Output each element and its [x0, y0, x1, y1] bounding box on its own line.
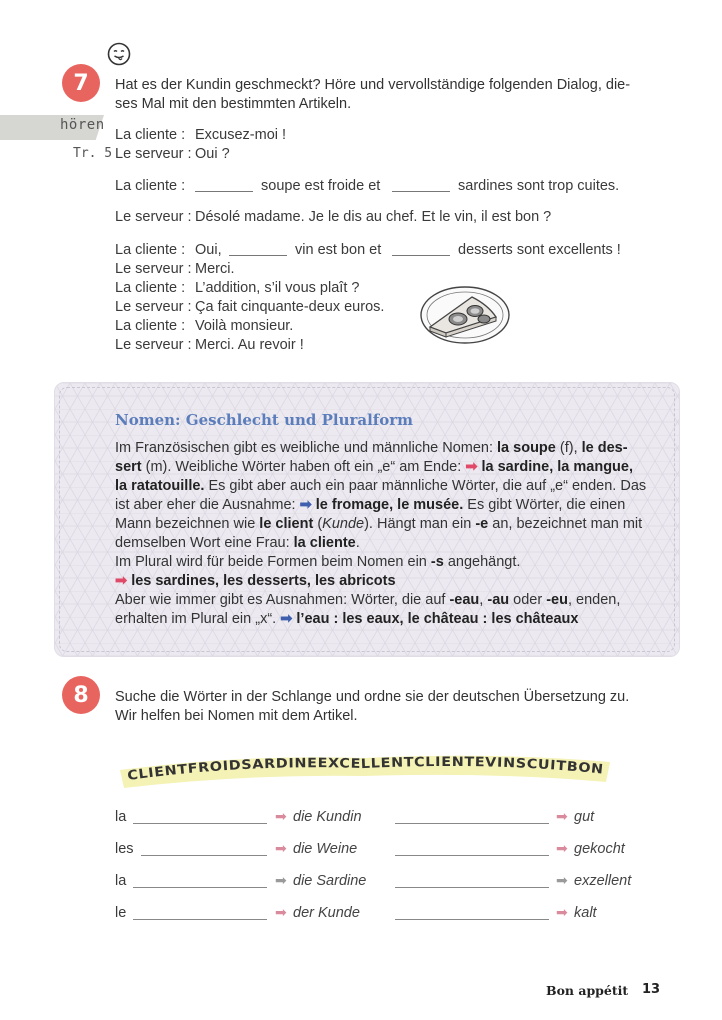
info-text: Im Französischen gibt es weibliche und männliche Nomen: [115, 440, 498, 456]
answer-blank[interactable] [229, 255, 287, 256]
info-text: , [479, 592, 488, 608]
info-text: Es gibt Wörter, die einen [463, 497, 626, 513]
exercise-8-instruction-line-2: Wir helfen bei Nomen mit dem Artikel. [115, 708, 358, 724]
dialog-text: Voilà monsieur. [195, 318, 294, 334]
info-bold-text: le fromage, le musée. [315, 497, 464, 513]
info-italic-text: Kunde [322, 516, 365, 532]
info-text: Es gibt aber auch ein paar männliche Wörter, die auf „e“ enden. Das [204, 478, 647, 494]
info-text: angehängt. [443, 554, 521, 570]
blue-arrow-icon: ➡ [299, 497, 312, 513]
pink-arrow-icon: ➡ [115, 573, 128, 589]
arrow-icon: ➡ [556, 872, 568, 888]
info-text: oder [509, 592, 547, 608]
dialog-text: desserts sont excellents ! [458, 242, 621, 258]
dialog-speaker: Le serveur : [115, 209, 192, 225]
arrow-icon: ➡ [275, 808, 287, 824]
info-line [115, 516, 642, 532]
footer-chapter-title: Bon appétit [546, 983, 629, 998]
info-bold-text: la cliente [293, 535, 356, 551]
row-article: les [115, 841, 134, 857]
answer-blank[interactable] [392, 191, 450, 192]
dialog-text: Excusez-moi ! [195, 127, 287, 143]
arrow-icon: ➡ [275, 840, 287, 856]
hoeren-label: hören [60, 117, 105, 133]
info-text: Im Plural wird für beide Formen beim Nomen ein [115, 554, 431, 570]
arrow-icon: ➡ [275, 904, 287, 920]
exercise-8-number: 8 [62, 676, 100, 714]
dialog-speaker: Le serveur : [115, 261, 192, 277]
dialog-text: Oui, [195, 242, 222, 258]
dialog-text: Merci. Au revoir ! [195, 337, 304, 353]
snake-letters-path: CLIENTFROIDSARDINEEXCELLENTCLIENTEVINSCUITBON [126, 754, 604, 784]
answer-line[interactable] [133, 823, 267, 824]
arrow-icon: ➡ [556, 808, 568, 824]
word-snake [114, 752, 614, 788]
info-line [115, 535, 360, 551]
info-line [115, 497, 625, 513]
answer-blank[interactable] [195, 191, 253, 192]
german-word: der Kunde [293, 905, 360, 921]
info-text: (m). Weibliche Wörter haben oft ein „e“ am Ende: [141, 459, 466, 475]
dialog-text: soupe est froide et [261, 178, 381, 194]
info-bold-text: sert [115, 459, 142, 475]
dialog-speaker: Le serveur : [115, 337, 192, 353]
dialog-speaker: La cliente : [115, 280, 186, 296]
info-bold-text: l’eau : les eaux, le château : les châteaux [296, 611, 579, 627]
exercise-7-instruction-line-2: ses Mal mit den bestimmten Artikeln. [115, 96, 352, 112]
dialog-text: Ça fait cinquante-deux euros. [195, 299, 385, 315]
arrow-icon: ➡ [556, 904, 568, 920]
answer-line[interactable] [395, 919, 549, 920]
answer-line[interactable] [395, 887, 549, 888]
info-bold-text: la soupe [497, 440, 556, 456]
info-text: erhalten im Plural ein „x“. [115, 611, 281, 627]
info-text: Aber wie immer gibt es Ausnahmen: Wörter, die auf [115, 592, 450, 608]
dialog-speaker: La cliente : [115, 318, 186, 334]
info-line [115, 459, 633, 475]
answer-line[interactable] [133, 887, 267, 888]
dialog-speaker: La cliente : [115, 242, 186, 258]
dialog-text: Merci. [195, 261, 235, 277]
dialog-speaker: Le serveur : [115, 146, 192, 162]
info-text: (f), [555, 440, 582, 456]
arrow-icon: ➡ [556, 840, 568, 856]
pink-arrow-icon: ➡ [465, 459, 478, 475]
german-word: die Weine [293, 841, 358, 857]
info-text: . [355, 535, 360, 551]
row-article: le [115, 905, 127, 921]
info-box-title: Nomen: Geschlecht und Pluralform [115, 411, 414, 429]
info-bold-text: -e [475, 516, 489, 532]
info-line [115, 554, 520, 570]
german-word: gut [574, 809, 595, 825]
info-text: ( [313, 516, 323, 532]
info-bold-text: -eau [449, 592, 480, 608]
exercise-7-number: 7 [62, 64, 100, 102]
info-line [115, 611, 578, 627]
info-line [115, 440, 628, 456]
page-number: 13 [642, 982, 661, 997]
info-text: , enden, [567, 592, 621, 608]
row-article: la [115, 809, 127, 825]
info-text: ist aber eher die Ausnahme: [115, 497, 300, 513]
info-text: an, bezeichnet man mit [488, 516, 643, 532]
info-line [115, 573, 396, 589]
german-word: die Sardine [293, 873, 367, 889]
dialog-text: L’addition, s’il vous plaît ? [195, 280, 360, 296]
info-text: demselben Wort eine Frau: [115, 535, 294, 551]
dialog-text: Désolé madame. Je le dis au chef. Et le vin, il est bon ? [195, 209, 552, 225]
dialog-speaker: Le serveur : [115, 299, 192, 315]
arrow-icon: ➡ [275, 872, 287, 888]
german-word: gekocht [574, 841, 625, 857]
fig-tart-illustration [418, 283, 512, 347]
answer-blank[interactable] [392, 255, 450, 256]
german-word: die Kundin [293, 809, 362, 825]
info-line [115, 592, 620, 608]
info-bold-text: les sardines, les desserts, les abricots [131, 573, 396, 589]
info-bold-text: -au [487, 592, 510, 608]
german-word: kalt [574, 905, 597, 921]
exercise-7-instruction-line-1: Hat es der Kundin geschmeckt? Höre und vervollständige folgenden Dialog, die- [115, 77, 631, 93]
info-bold-text: le client [259, 516, 314, 532]
answer-line[interactable] [141, 855, 267, 856]
info-bold-text: la sardine, la mangue, [481, 459, 633, 475]
answer-line[interactable] [133, 919, 267, 920]
info-bold-text: la ratatouille. [115, 478, 205, 494]
answer-line[interactable] [395, 823, 549, 824]
info-text: Mann bezeichnen wie [115, 516, 260, 532]
exercise-8-instruction-line-1: Suche die Wörter in der Schlange und ordne sie der deutschen Übersetzung zu. [115, 689, 630, 705]
dialog-text: vin est bon et [295, 242, 382, 258]
answer-line[interactable] [395, 855, 549, 856]
blue-arrow-icon: ➡ [280, 611, 293, 627]
dialog-speaker: La cliente : [115, 127, 186, 143]
row-article: la [115, 873, 127, 889]
info-line [115, 478, 646, 494]
info-bold-text: le des- [581, 440, 628, 456]
dialog-text: Oui ? [195, 146, 230, 162]
dialog-text: sardines sont trop cuites. [458, 178, 620, 194]
track-label: Tr. 5 [73, 146, 113, 161]
dialog-speaker: La cliente : [115, 178, 186, 194]
smiley-tongue-icon [107, 42, 131, 66]
info-text: ). Hängt man ein [364, 516, 476, 532]
info-bold-text: -eu [546, 592, 568, 608]
info-bold-text: -s [430, 554, 444, 570]
german-word: exzellent [574, 873, 632, 889]
